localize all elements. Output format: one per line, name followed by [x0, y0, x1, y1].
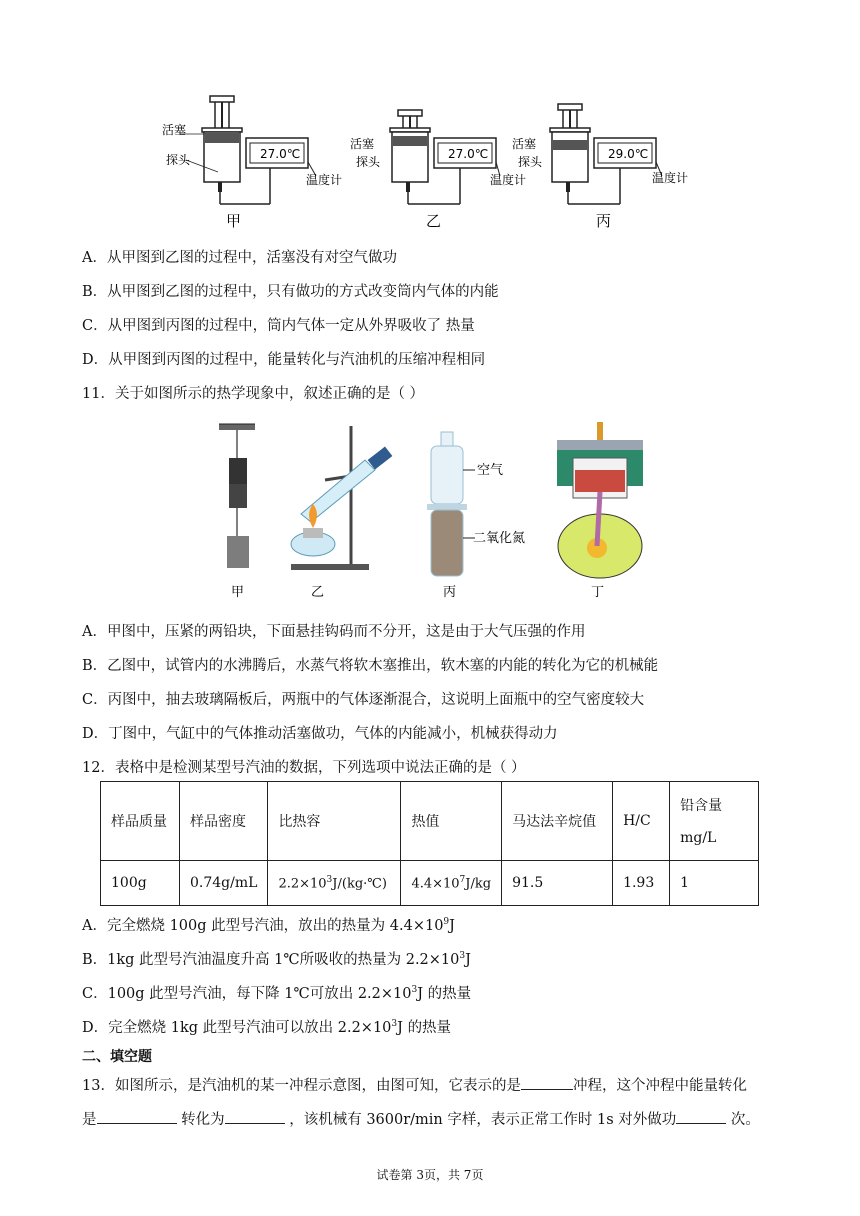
cell-specific-heat-unit: J/(kg·℃) — [332, 876, 387, 892]
header-lead — [670, 782, 759, 861]
table-header-row — [101, 782, 759, 861]
q13-text-2: 冲程，这个冲程中能量转化 — [572, 1078, 747, 1094]
label-thermometer-1: 温度计 — [306, 173, 343, 187]
thermal-phenomena-figure — [205, 418, 645, 604]
label-piston-2: 活塞 — [350, 137, 375, 151]
q10-option-b: B．从甲图到乙图的过程中，只有做功的方式改变筒内气体的内能 — [82, 284, 499, 300]
cell-heat-value-unit: J/kg — [465, 876, 492, 892]
q12-option-a-text: A．完全燃烧 100g 此型号汽油，放出的热量为 4.4×10 — [82, 918, 444, 934]
reading-yi: 27.0℃ — [448, 147, 489, 161]
header-hc: H/C — [613, 782, 670, 861]
fig11-yi-label: 乙 — [311, 585, 325, 600]
q12-option-d — [82, 1016, 451, 1037]
panel-bing-label: 丙 — [596, 212, 612, 230]
q10-option-d: D．从甲图到丙图的过程中，能量转化与汽油机的压缩冲程相同 — [82, 352, 486, 368]
label-probe-2: 探头 — [356, 155, 381, 169]
q13-blank-2[interactable] — [97, 1109, 177, 1124]
q12-option-c-unit: J 的热量 — [417, 986, 472, 1002]
lead-blocks-figure — [219, 424, 255, 568]
q13-text-5: ，该机械有 3600r/min 字样，表示正常工作时 1s 对外做功 — [284, 1112, 677, 1128]
label-piston-3: 活塞 — [512, 137, 537, 151]
label-probe-1: 探头 — [166, 153, 191, 167]
header-sample-mass: 样品质量 — [101, 782, 180, 861]
q13-text-4: 转化为 — [176, 1112, 225, 1128]
q12-option-c — [82, 982, 471, 1003]
panel-yi-label: 乙 — [426, 212, 442, 230]
q11-stem: 11．关于如图所示的热学现象中，叙述正确的是（ ） — [82, 386, 425, 402]
label-piston-1: 活塞 — [162, 123, 187, 137]
q12-option-d-text: D．完全燃烧 1kg 此型号汽油可以放出 2.2×10 — [82, 1020, 392, 1036]
header-lead-unit: mg/L — [680, 830, 717, 846]
gas-bottles-figure — [427, 432, 475, 576]
cell-specific-heat-exp: 3 — [326, 874, 333, 885]
label-probe-3: 探头 — [518, 155, 543, 169]
q11-option-d: D．丁图中，气缸中的气体推动活塞做功，气体的内能减小，机械获得动力 — [82, 726, 558, 742]
cell-specific-heat — [268, 861, 401, 906]
header-specific-heat: 比热容 — [268, 782, 401, 861]
q12-option-d-unit: J 的热量 — [397, 1020, 452, 1036]
q13-text-3: 是 — [82, 1112, 97, 1128]
header-lead-name: 铅含量 — [680, 798, 723, 814]
table-row — [101, 861, 759, 906]
q13-blank-4[interactable] — [676, 1109, 726, 1124]
q12-option-b-text: B．1kg 此型号汽油温度升高 1℃所吸收的热量为 2.2×10 — [82, 952, 460, 968]
q12-option-c-text: C．100g 此型号汽油，每下降 1℃可放出 2.2×10 — [82, 986, 412, 1002]
cell-hc: 1.93 — [613, 861, 670, 906]
reading-bing: 29.0℃ — [608, 147, 649, 161]
header-heat-value: 热值 — [401, 782, 502, 861]
header-octane: 马达法辛烷值 — [502, 782, 613, 861]
q12-option-a-exp: 9 — [443, 917, 450, 928]
q13-blank-1[interactable] — [521, 1075, 573, 1090]
q12-option-d-exp: 3 — [391, 1019, 398, 1030]
label-thermometer-3: 温度计 — [652, 171, 689, 185]
cell-heat-value-base: 4.4×10 — [411, 876, 460, 892]
q12-stem: 12．表格中是检测某型号汽油的数据，下列选项中说法正确的是（ ） — [82, 760, 526, 776]
fig11-jia-label: 甲 — [231, 585, 245, 600]
syringe-thermometer-figure — [160, 92, 700, 230]
q12-option-b — [82, 948, 471, 969]
q13-blank-3[interactable] — [225, 1109, 285, 1124]
q11-option-b: B．乙图中，试管内的水沸腾后，水蒸气将软木塞推出，软木塞的内能的转化为它的机械能 — [82, 658, 659, 674]
q12-option-b-unit: J — [465, 952, 471, 968]
fig11-ding-label: 丁 — [591, 585, 605, 600]
cell-lead: 1 — [670, 861, 759, 906]
q13-line2 — [82, 1108, 760, 1129]
q13-text-1: 13．如图所示，是汽油机的某一冲程示意图，由图可知，它表示的是 — [82, 1078, 521, 1094]
q10-option-a: A．从甲图到乙图的过程中，活塞没有对空气做功 — [82, 250, 397, 266]
q12-option-a-unit: J — [449, 918, 455, 934]
test-tube-figure — [291, 426, 392, 570]
gasoline-data-table — [100, 781, 759, 906]
cell-heat-value — [401, 861, 502, 906]
cell-density: 0.74g/mL — [180, 861, 268, 906]
fig11-no2-label: 二氧化氮 — [473, 531, 526, 546]
q12-option-a — [82, 914, 455, 935]
cell-mass: 100g — [101, 861, 180, 906]
section-title: 二、填空题 — [82, 1049, 152, 1065]
q13-line1 — [82, 1074, 747, 1095]
cell-octane: 91.5 — [502, 861, 613, 906]
fig11-bing-label: 丙 — [443, 585, 457, 600]
reading-jia: 27.0℃ — [260, 147, 301, 161]
fig11-air-label: 空气 — [477, 463, 504, 478]
panel-jia-label: 甲 — [226, 212, 242, 230]
q12-option-b-exp: 3 — [459, 951, 466, 962]
engine-cylinder-figure — [557, 422, 643, 578]
q12-option-c-exp: 3 — [411, 985, 418, 996]
cell-heat-value-exp: 7 — [459, 874, 466, 885]
label-thermometer-2: 温度计 — [490, 173, 527, 187]
q10-option-c: C．从甲图到丙图的过程中，筒内气体一定从外界吸收了 热量 — [82, 318, 475, 334]
q13-text-6: 次。 — [726, 1112, 760, 1128]
header-sample-density: 样品密度 — [180, 782, 268, 861]
q11-option-a: A．甲图中，压紧的两铅块，下面悬挂钩码而不分开，这是由于大气压强的作用 — [82, 624, 586, 640]
cell-specific-heat-base: 2.2×10 — [278, 876, 327, 892]
page-footer: 试卷第 3页，共 7页 — [376, 1168, 484, 1182]
q11-option-c: C．丙图中，抽去玻璃隔板后，两瓶中的气体逐渐混合，这说明上面瓶中的空气密度较大 — [82, 692, 645, 708]
